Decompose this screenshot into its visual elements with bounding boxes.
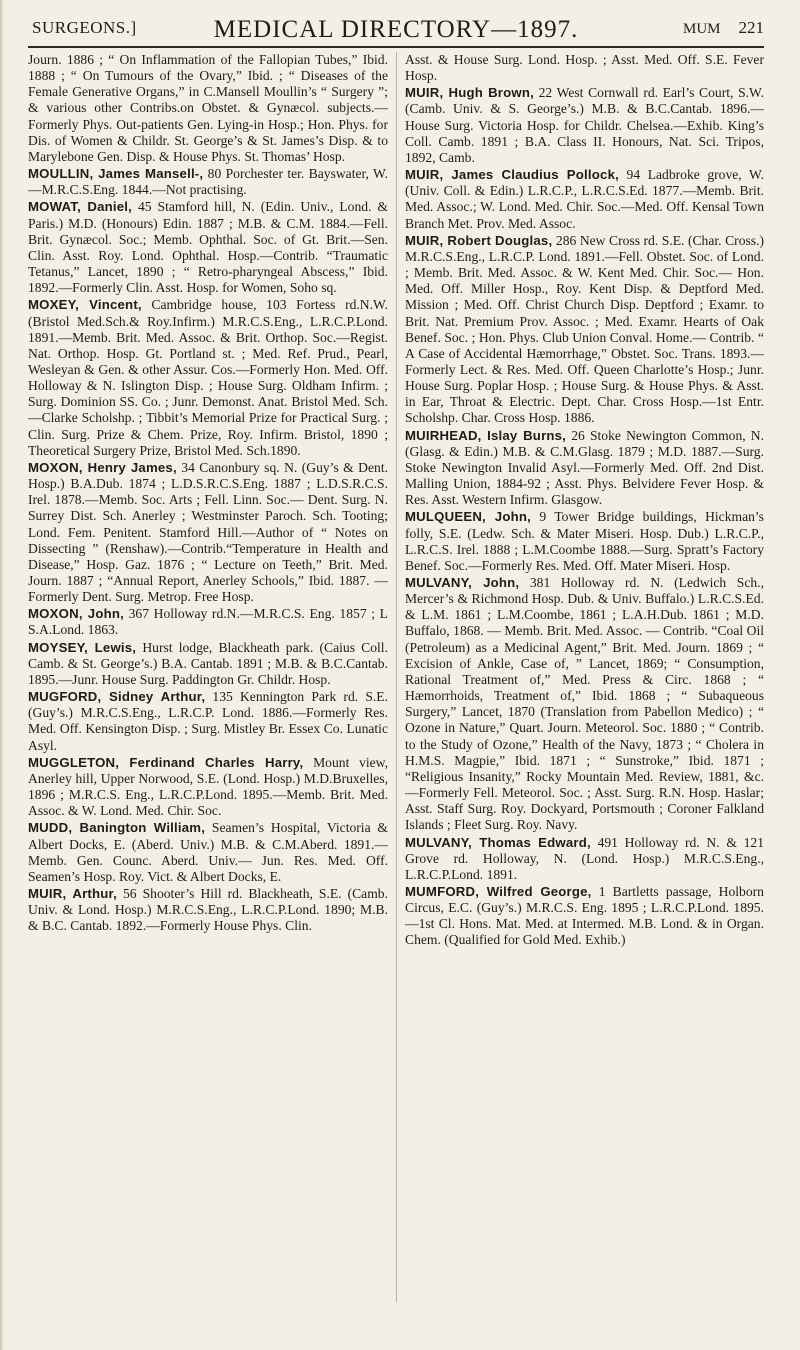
directory-entry — [28, 166, 388, 198]
header-running-word: MUM — [682, 21, 721, 37]
directory-entry — [405, 884, 764, 949]
directory-entry — [28, 755, 388, 820]
column-divider — [396, 52, 397, 1302]
entry-text: Seamen’s Hospital, Victoria & Albert Docks, E. (Aberd. Univ.) M.B. & C.M.Aberd. 1891.—Memb. Gen. Counc. Aberd. Univ.— Jun. Res. Med. Off. Seamen’s Hosp. Roy. Vict. & Albert Docks, E. — [28, 820, 388, 884]
entry-name: MUMFORD, Wilfred George, — [405, 883, 592, 899]
directory-entry — [28, 606, 388, 638]
entry-name: MULVANY, Thomas Edward, — [405, 834, 591, 850]
directory-entry — [405, 52, 764, 84]
entry-text: Hurst lodge, Blackheath park. (Caius Coll. Camb. & St. George’s.) B.A. Cantab. 1891 ; M.B. & B.C.Cantab. 1895.—Junr. House Surg. Paddington Gr. Childr. Hosp. — [28, 639, 388, 687]
entry-text: Journ. 1886 ; “ On Inflammation of the Fallopian Tubes,” Ibid. 1888 ; “ On Tumours of the Ovary,” Ibid. ; “ Diseases of the Female Generative Organs,” in C.Mansell Moullin’s “ Surgery ”; & various other Contribs.on Obstet. & Gynæcol. subjects.—Formerly Phys. Out-patients Gen. Lying-in Hosp.; Hon. Phys. for Dis. of Women & Childr. St. George’s & St. James’s Disp. & to Marylebone Gen. Disp. & House Phys. St. Thomas’ Hosp. — [28, 52, 388, 164]
page-number: 221 — [738, 18, 764, 37]
running-header — [28, 16, 764, 48]
entry-text: 94 Ladbroke grove, W. (Univ. Coll. & Edin.) L.R.C.P., L.R.C.S.Ed. 1877.—Memb. Brit. Med. Assoc.; W. Lond. Med. Chir. Soc.—Med. Off. Kensal Town Branch Met. Prov. Med. Assoc. — [405, 167, 765, 231]
entry-text: 286 New Cross rd. S.E. (Char. Cross.) M.R.C.S.Eng., L.R.C.P. Lond. 1891.—Fell. Obstet. Soc. of Lond. ; Memb. Brit. Med. Assoc. & W. Kent Med. Chir. Soc.— Hon. Med. Off. Miller Hosp., Roy. Kent Disp. & Deptford Med. Mission ; Med. Off. Christ Church Disp. Deptford ; Examr. to Brit. Nat. Premium Prov. Assoc. ; Med. Examr. Hearts of Oak Benef. Soc. ; Hon. Phys. Club Union Conval. Home.— Contrib. “ A Case of Accidental Hæmorrhage,” Obstet. Soc. Trans. 1893.—Formerly Lect. & Res. Med. Off. Queen Charlotte’s Hosp.; Junr. House Surg. Poplar Hosp. ; House Surg. & House Phys. & Asst. in Ear, Throat & Electric. Dept. Char. Cross Hosp.—1st Entr. Scholshp. Char. Cross Hosp. 1886. — [405, 232, 764, 426]
directory-entry — [405, 233, 764, 427]
entry-text: 56 Shooter’s Hill rd. Blackheath, S.E. (Camb. Univ. & Lond. Hosp.) M.R.C.S.Eng., L.R.C.P.Lond. 1890; M.B. & B.C. Cantab. 1892.—Formerly House Phys. Clin. — [28, 885, 388, 934]
entry-name: MULVANY, John, — [405, 575, 520, 590]
entry-name: MUDD, Banington William, — [28, 820, 206, 836]
entry-text: 367 Holloway rd.N.—M.R.C.S. Eng. 1857 ; L S.A.Lond. 1863. — [28, 606, 388, 638]
entry-text: 26 Stoke Newington Common, N. (Glasg. & Edin.) M.B. & C.M.Glasg. 1879 ; M.D. 1887.—Surg. Stoke Newington Invalid Asyl.—Formerly Med. Off. 2nd Dist. Malling Union, 1884-92 ; Asst. Phys. Belvidere Fever Hosp. & Res. Asst. Western Infirm. Glasgow. — [405, 427, 764, 508]
directory-entry — [405, 575, 764, 834]
entry-name: MOXON, Henry James, — [28, 459, 177, 475]
entry-text: 135 Kennington Park rd. S.E. (Guy’s.) M.R.C.S.Eng., L.R.C.P. Lond. 1886.—Formerly Res. Med. Off. Kensington Disp. ; Surg. Mistley Br. Essex Co. Lunatic Asyl. — [28, 689, 388, 753]
directory-entry — [405, 167, 764, 232]
directory-entry — [28, 820, 388, 885]
entry-name: MUIR, Hugh Brown, — [405, 85, 534, 101]
directory-entry — [28, 52, 388, 165]
entry-name: MOYSEY, Lewis, — [28, 639, 137, 655]
entry-name: MUIR, James Claudius Pollock, — [405, 167, 619, 183]
entry-name: MOWAT, Daniel, — [28, 199, 133, 215]
entry-name: MUGFORD, Sidney Arthur, — [28, 689, 206, 705]
header-section: SURGEONS.] — [32, 18, 137, 37]
left-column — [28, 52, 388, 935]
directory-entry — [405, 509, 764, 574]
entry-name: MUIR, Arthur, — [28, 885, 117, 901]
directory-entry — [28, 640, 388, 688]
entry-text: 45 Stamford hill, N. (Edin. Univ., Lond. & Paris.) M.D. (Honours) Edin. 1887 ; M.B. & C.M. 1884.—Fell. Brit. Gynæcol. Soc.; Memb. Ophthal. Soc. of Gt. Brit.—Sen. Clin. Asst. Roy. Lond. Ophthal. Hosp.—Contrib. “Traumatic Tetanus,” Lancet, 1890 ; “ Retro-pharyngeal Abscess,” Ibid. 1892.—Formerly Clin. Asst. Hosp. for Women, Soho sq. — [28, 199, 388, 296]
directory-entry — [405, 85, 764, 166]
header-right — [683, 18, 764, 38]
directory-entry — [28, 199, 388, 296]
entry-name: MUIRHEAD, Islay Burns, — [405, 427, 567, 443]
entry-text: Asst. & House Surg. Lond. Hosp. ; Asst. Med. Off. S.E. Fever Hosp. — [405, 52, 764, 84]
directory-entry — [405, 428, 764, 509]
entry-text: 1 Bartletts passage, Holborn Circus, E.C. (Guy’s.) M.R.C.S. Eng. 1895 ; L.R.C.P.Lond. 1895.—1st Cl. Hons. Mat. Med. at Intermed. M.B. Lond. & in Organ. Chem. (Qualified for Gold Med. Exhib.) — [405, 883, 764, 948]
right-column — [405, 52, 764, 950]
entry-text: 9 Tower Bridge buildings, Hickman’s folly, S.E. (Ledw. Sch. & Mater Miseri. Hosp. Dub.) L.R.C.P., L.R.C.S. Irel. 1888 ; L.M.Coombe 1888.—Surg. Spratt’s Factory Benef. Soc.—Formerly Res. Med. Off. Mater Miseri. Hosp. — [405, 509, 764, 573]
entry-text: Mount view, Anerley hill, Upper Norwood, S.E. (Lond. Hosp.) M.D.Bruxelles, 1896 ; M.R.C.S. Eng., L.R.C.P.Lond. 1895.—Memb. Brit. Med. Assoc. & W. Lond. Med. Chir. Soc. — [28, 754, 389, 819]
entry-text: 381 Holloway rd. N. (Ledwich Sch., Mercer’s & Richmond Hosp. Dub. & Univ. Buffalo.) L.R.C.S.Ed. & L.M. 1861 ; L.M.Coombe, 1861 ; L.A.H.Dub. 1861 ; M.D. Buffalo, 1868. — Memb. Brit. Med. Assoc. — Contrib. “Coal Oil (Petroleum) as a Medicinal Agent,” Brit. Med. Journ. 1869 ; “ Excision of Ankle, Case of, ” Lancet, 1869; “ Consumption, Rational Treatment of,” Med. Press & Circ. 1868 ; “ Hæmorrhoids, Treatment of,” Ibid. 1868 ; “ Subaqueous Surgery,” Lancet, 1870 (Translation from Pabellon Medico) ; “ Ozone in Nature,” Quart. Journ. Meteorol. Soc. 1880 ; “ Contrib. to the Study of Ozone,” Health of the Navy, 1873 ; “ Cholera in H.M.S. Magpie,” Ibid. 1871 ; “ Sunstroke,” Ibid. 1871 ; “Religious Insanity,” Rocky Mountain Med. Review, 1881, &c.—Formerly Fell. Meteorol. Soc. ; Asst. Surg. R.N. Hosp. Haslar; Asst. Staff Surg. Roy. Dockyard, Portsmouth ; Coroner Falkland Islands ; Fleet Surg. Roy. Navy. — [405, 575, 764, 833]
entry-name: MUGGLETON, Ferdinand Charles Harry, — [28, 754, 304, 770]
directory-entry — [405, 835, 764, 883]
directory-entry — [28, 460, 388, 605]
entry-text: 34 Canonbury sq. N. (Guy’s & Dent. Hosp.) B.A.Dub. 1874 ; L.D.S.R.C.S.Eng. 1887 ; L.D.S.R.C.S. Irel. 1878.—Memb. Soc. Arts ; Fell. Linn. Soc.— Dent. Surg. N. Surrey Dist. Sch. Anerley ; Westminster Paroch. Sch. Tooting; Lond. Fem. Penitent. Stamford Hill.—Author of “ Notes on Dissecting ” (Renshaw).—Contrib.“Temperature in Health and Disease,” Hosp. Gaz. 1876 ; “ Lecture on Teeth,” Brit. Med. Journ. 1887 ; “Annual Report, Anerley Schools,” Ibid. 1887. —Formerly Dent. Surg. Metrop. Free Hosp. — [28, 459, 389, 605]
entry-name: MOXEY, Vincent, — [28, 297, 142, 313]
entry-text: 491 Holloway rd. N. & 121 Grove rd. Holloway, N. (Lond. Hosp.) M.R.C.S.Eng., L.R.C.P.Lond. 1891. — [405, 834, 764, 882]
entry-text: 22 West Cornwall rd. Earl’s Court, S.W. (Camb. Univ. & S. George’s.) M.B. & B.C.Cantab. 1896.—House Surg. Victoria Hosp. for Childr. Chelsea.—Exhib. King’s Coll. Camb. 1891 ; B.A. Class II. Honours, Nat. Sci. Tripos, 1892, Camb. — [405, 85, 765, 165]
entry-text: 80 Porchester ter. Bayswater, W.—M.R.C.S.Eng. 1844.—Not practising. — [28, 166, 388, 198]
entry-name: MULQUEEN, John, — [405, 509, 531, 525]
directory-entry — [28, 297, 388, 459]
entry-text: Cambridge house, 103 Fortess rd.N.W. (Bristol Med.Sch.& Roy.Infirm.) M.R.C.S.Eng., L.R.C.P.Lond. 1891.—Memb. Brit. Med. Assoc. & Brit. Orthop. Soc.—Regist. Nat. Orthop. Hosp. Gt. Portland st. ; Med. Ref. Prud., Pearl, Wesleyan & Gen. & other Assur. Cos.—Formerly Hon. Med. Off. Holloway & N. Islington Disp. ; House Surg. Oldham Infirm. ; Surg. Dominion SS. Co. ; Junr. Demonst. Anat. Bristol Med. Sch.—Clarke Scholshp. ; Tibbit’s Memorial Prize for Practical Surg. ; Clin. Surg. Prize & Chem. Prize, Roy. Infirm. Bristol, 1890 ; Theoretical Surgery Prize, Bristol Med. Sch.1890. — [28, 297, 388, 458]
page-edge-shadow — [0, 0, 4, 1350]
entry-name: MUIR, Robert Douglas, — [405, 232, 553, 248]
directory-entry — [28, 886, 388, 934]
entry-name: MOULLIN, James Mansell-, — [28, 166, 204, 182]
directory-entry — [28, 689, 388, 754]
entry-name: MOXON, John, — [28, 606, 124, 622]
header-title: MEDICAL DIRECTORY—1897. — [213, 16, 579, 43]
